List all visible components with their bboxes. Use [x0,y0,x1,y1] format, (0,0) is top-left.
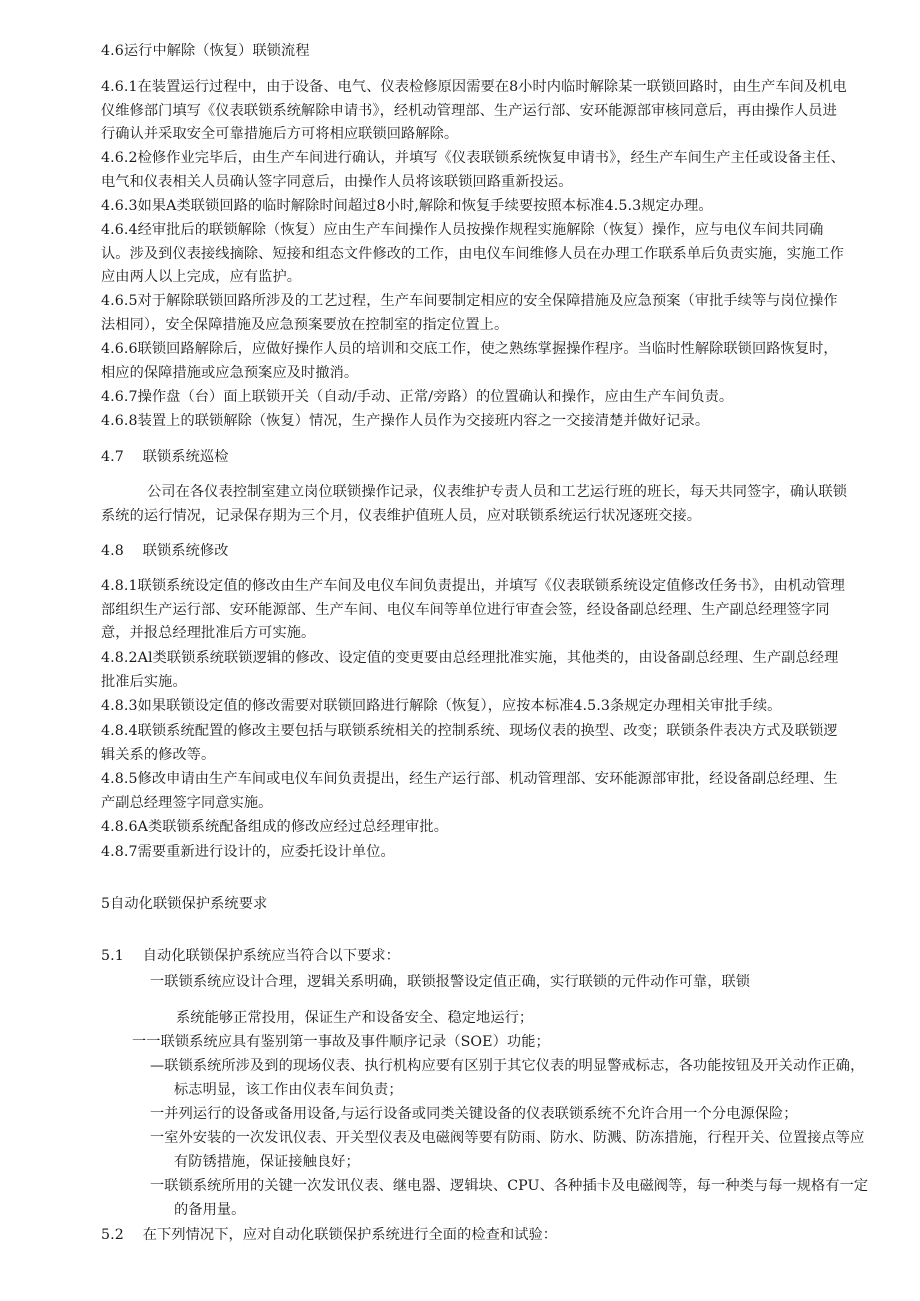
requirement-item-1a: 一联锁系统应设计合理，逻辑关系明确，联锁报警设定值正确，实行联锁的元件动作可靠，联锁 [150,974,751,990]
section-4-7-title: 4.7 联锁系统巡检 [101,449,229,465]
paragraph-4-6-8: 4.6.8装置上的联锁解除（恢复）情况，生产操作人员作为交接班内容之一交接清楚并做好记录。 [101,413,710,429]
requirement-item-4: 一并列运行的设备或备用设备,与运行设备或同类关键设备的仪表联锁系统不允许合用一个分电源保险； [150,1106,798,1122]
requirement-item-2: 一一联锁系统应具有鉴别第一事故及事件顺序记录（SOE）功能； [132,1034,550,1050]
paragraph-4-6-5: 4.6.5对于解除联锁回路所涉及的工艺过程，生产车间要制定相应的安全保障措施及应急预案（审批手续等与岗位操作法相同），安全保障措施及应急预案要放在控制室的指定位置上。 [101,293,838,333]
section-4-6-title: 4.6运行中解除（恢复）联锁流程 [101,43,310,59]
requirement-item-5: 一室外安装的一次发讯仪表、开关型仪表及电磁阀等要有防雨、防水、防溅、防冻措施，行程开关、位置接点等应有防锈措施，保证接触良好； [150,1130,865,1170]
paragraph-4-8-3: 4.8.3如果联锁设定值的修改需要对联锁回路进行解除（恢复），应按本标准4.5.3条规定办理相关审批手续。 [101,698,782,714]
section-4-8-title: 4.8 联锁系统修改 [101,543,229,559]
paragraph-4-6-1: 4.6.1在装置运行过程中，由于设备、电气、仪表检修原因需要在8小时内临时解除某一联锁回路时，由生产车间及机电仪维修部门填写《仪表联锁系统解除申请书》，经机动管理部、生产运行部、安环能源部审核同意后，再由操作人员进行确认并采取安全可靠措施后方可将相应联锁回路解除。 [101,79,847,142]
section-5-2-title: 5.2 在下列情况下，应对自动化联锁保护系统进行全面的检查和试验： [101,1227,558,1243]
paragraph-4-6-4: 4.6.4经审批后的联锁解除（恢复）应由生产车间操作人员按操作规程实施解除（恢复）操作，应与电仪车间共同确认。涉及到仪表接线摘除、短接和组态文件修改的工作，由电仪车间维修人员在办理工作联系单后负责实施，实施工作应由两人以上完成，应有监护。 [101,222,844,285]
section-5-1-title: 5.1 自动化联锁保护系统应当符合以下要求： [101,948,400,964]
paragraph-4-6-6: 4.6.6联锁回路解除后，应做好操作人员的培训和交底工作，使之熟练掌握操作程序。当临时性解除联锁回路恢复时，相应的保障措施或应急预案应及时撤消。 [101,341,838,381]
paragraph-4-8-2: 4.8.2Al类联锁系统联锁逻辑的修改、设定值的变更要由总经理批准实施，其他类的，由设备副总经理、生产副总经理批准后实施。 [101,650,839,690]
paragraph-4-7-body: 公司在各仪表控制室建立岗位联锁操作记录，仪表维护专责人员和工艺运行班的班长，每天共同签字，确认联锁系统的运行情况，记录保存期为三个月，仪表维护值班人员，应对联锁系统运行状况逐班交接。 [101,484,848,524]
paragraph-4-6-3: 4.6.3如果A类联锁回路的临时解除时间超过8小时,解除和恢复手续要按照本标准4.5.3规定办理。 [101,198,713,214]
section-5-title: 5自动化联锁保护系统要求 [101,896,268,912]
paragraph-4-6-7: 4.6.7操作盘（台）面上联锁开关（自动/手动、正常/旁路）的位置确认和操作，应由生产车间负责。 [101,389,734,405]
paragraph-4-8-7: 4.8.7需要重新进行设计的，应委托设计单位。 [101,844,395,860]
requirement-item-1b: 系统能够正常投用，保证生产和设备安全、稳定地运行； [176,1010,534,1026]
paragraph-4-8-6: 4.8.6A类联锁系统配备组成的修改应经过总经理审批。 [101,819,448,835]
requirement-item-6: 一联锁系统所用的关键一次发讯仪表、继电器、逻辑块、CPU、各种插卡及电磁阀等，每一种类与每一规格有一定的备用量。 [150,1178,869,1218]
paragraph-4-8-5: 4.8.5修改申请由生产车间或电仪车间负责提出，经生产运行部、机动管理部、安环能源部审批，经设备副总经理、生产副总经理签字同意实施。 [101,771,838,811]
paragraph-4-6-2: 4.6.2检修作业完毕后，由生产车间进行确认，并填写《仪表联锁系统恢复申请书》，经生产车间生产主任或设备主任、电气和仪表相关人员确认签字同意后，由操作人员将该联锁回路重新投运。 [101,150,845,190]
paragraph-4-8-1: 4.8.1联锁系统设定值的修改由生产车间及电仪车间负责提出，并填写《仪表联锁系统设定值修改任务书》，由机动管理部组织生产运行部、安环能源部、生产车间、电仪车间等单位进行审查会签，经设备副总经理、生产副总经理签字同意，并报总经理批准后方可实施。 [101,578,845,641]
requirement-item-3: —联锁系统所涉及到的现场仪表、执行机构应要有区别于其它仪表的明显警戒标志，各功能按钮及开关动作正确，标志明显，该工作由仪表车间负责； [150,1058,865,1098]
paragraph-4-8-4: 4.8.4联锁系统配置的修改主要包括与联锁系统相关的控制系统、现场仪表的换型、改变；联锁条件表决方式及联锁逻辑关系的修改等。 [101,723,838,763]
